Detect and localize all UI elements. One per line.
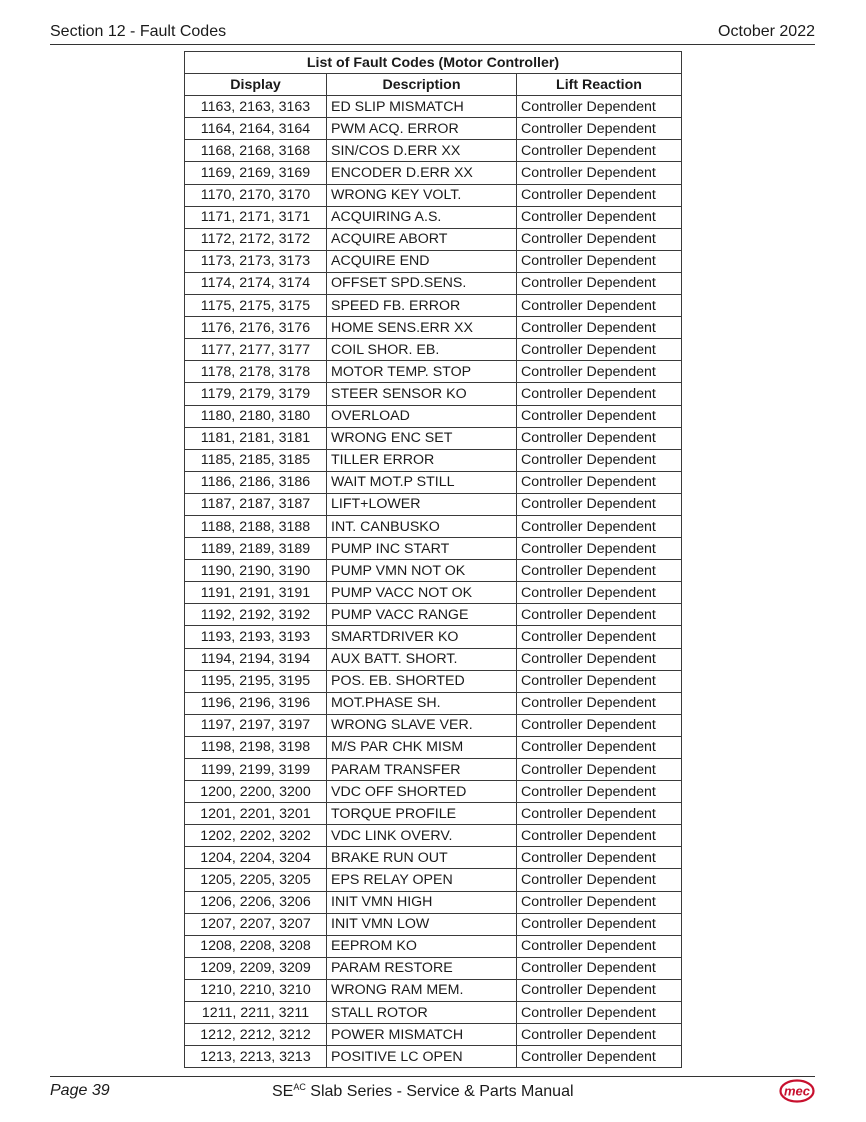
manual-title-suffix: Slab Series - Service & Parts Manual bbox=[305, 1083, 574, 1100]
table-row bbox=[185, 781, 682, 803]
cell-display-code: 1211, 2211, 3211 bbox=[185, 1002, 327, 1024]
document-date: October 2022 bbox=[718, 23, 815, 40]
table-row bbox=[185, 913, 682, 935]
table-row bbox=[185, 118, 682, 140]
cell-description: EPS RELAY OPEN bbox=[327, 869, 517, 891]
manual-title-prefix: SE bbox=[272, 1083, 294, 1100]
cell-display-code: 1172, 2172, 3172 bbox=[185, 228, 327, 250]
table-row bbox=[185, 162, 682, 184]
cell-description: WRONG RAM MEM. bbox=[327, 979, 517, 1001]
table-row bbox=[185, 648, 682, 670]
mec-logo-icon bbox=[779, 1079, 815, 1103]
cell-lift-reaction: Controller Dependent bbox=[517, 250, 682, 272]
cell-display-code: 1173, 2173, 3173 bbox=[185, 250, 327, 272]
cell-description: ACQUIRE ABORT bbox=[327, 228, 517, 250]
cell-lift-reaction: Controller Dependent bbox=[517, 471, 682, 493]
cell-lift-reaction: Controller Dependent bbox=[517, 449, 682, 471]
cell-description: PARAM RESTORE bbox=[327, 957, 517, 979]
cell-lift-reaction: Controller Dependent bbox=[517, 538, 682, 560]
table-row bbox=[185, 272, 682, 294]
table-row bbox=[185, 692, 682, 714]
cell-display-code: 1210, 2210, 3210 bbox=[185, 979, 327, 1001]
cell-lift-reaction: Controller Dependent bbox=[517, 1046, 682, 1068]
cell-lift-reaction: Controller Dependent bbox=[517, 405, 682, 427]
cell-lift-reaction: Controller Dependent bbox=[517, 295, 682, 317]
table-row bbox=[185, 670, 682, 692]
cell-lift-reaction: Controller Dependent bbox=[517, 1024, 682, 1046]
cell-lift-reaction: Controller Dependent bbox=[517, 781, 682, 803]
cell-description: COIL SHOR. EB. bbox=[327, 339, 517, 361]
column-header-description: Description bbox=[327, 74, 517, 96]
cell-description: POWER MISMATCH bbox=[327, 1024, 517, 1046]
table-row bbox=[185, 140, 682, 162]
cell-description: ED SLIP MISMATCH bbox=[327, 96, 517, 118]
fault-codes-table bbox=[184, 51, 682, 1068]
cell-lift-reaction: Controller Dependent bbox=[517, 935, 682, 957]
table-row bbox=[185, 1046, 682, 1068]
cell-description: ACQUIRE END bbox=[327, 250, 517, 272]
cell-display-code: 1171, 2171, 3171 bbox=[185, 206, 327, 228]
table-row bbox=[185, 979, 682, 1001]
cell-description: AUX BATT. SHORT. bbox=[327, 648, 517, 670]
cell-description: MOT.PHASE SH. bbox=[327, 692, 517, 714]
cell-display-code: 1212, 2212, 3212 bbox=[185, 1024, 327, 1046]
cell-lift-reaction: Controller Dependent bbox=[517, 582, 682, 604]
table-row bbox=[185, 759, 682, 781]
cell-display-code: 1163, 2163, 3163 bbox=[185, 96, 327, 118]
cell-display-code: 1185, 2185, 3185 bbox=[185, 449, 327, 471]
table-row bbox=[185, 560, 682, 582]
cell-display-code: 1194, 2194, 3194 bbox=[185, 648, 327, 670]
section-title: Section 12 - Fault Codes bbox=[50, 23, 227, 40]
cell-display-code: 1176, 2176, 3176 bbox=[185, 317, 327, 339]
cell-display-code: 1191, 2191, 3191 bbox=[185, 582, 327, 604]
cell-lift-reaction: Controller Dependent bbox=[517, 184, 682, 206]
table-row bbox=[185, 250, 682, 272]
manual-title-superscript: AC bbox=[293, 1082, 306, 1092]
cell-display-code: 1186, 2186, 3186 bbox=[185, 471, 327, 493]
cell-description: STEER SENSOR KO bbox=[327, 383, 517, 405]
cell-display-code: 1169, 2169, 3169 bbox=[185, 162, 327, 184]
cell-display-code: 1208, 2208, 3208 bbox=[185, 935, 327, 957]
cell-display-code: 1207, 2207, 3207 bbox=[185, 913, 327, 935]
cell-display-code: 1206, 2206, 3206 bbox=[185, 891, 327, 913]
cell-lift-reaction: Controller Dependent bbox=[517, 670, 682, 692]
cell-display-code: 1197, 2197, 3197 bbox=[185, 714, 327, 736]
table-title: List of Fault Codes (Motor Controller) bbox=[185, 52, 682, 74]
cell-lift-reaction: Controller Dependent bbox=[517, 560, 682, 582]
column-header-display: Display bbox=[185, 74, 327, 96]
cell-display-code: 1179, 2179, 3179 bbox=[185, 383, 327, 405]
table-row bbox=[185, 604, 682, 626]
cell-lift-reaction: Controller Dependent bbox=[517, 206, 682, 228]
cell-display-code: 1213, 2213, 3213 bbox=[185, 1046, 327, 1068]
cell-lift-reaction: Controller Dependent bbox=[517, 361, 682, 383]
cell-lift-reaction: Controller Dependent bbox=[517, 339, 682, 361]
mec-logo bbox=[779, 1079, 815, 1108]
cell-description: POSITIVE LC OPEN bbox=[327, 1046, 517, 1068]
cell-display-code: 1177, 2177, 3177 bbox=[185, 339, 327, 361]
cell-description: INIT VMN HIGH bbox=[327, 891, 517, 913]
cell-lift-reaction: Controller Dependent bbox=[517, 891, 682, 913]
table-row bbox=[185, 339, 682, 361]
page-footer bbox=[50, 1076, 815, 1107]
table-row bbox=[185, 538, 682, 560]
cell-description: SIN/COS D.ERR XX bbox=[327, 140, 517, 162]
cell-display-code: 1175, 2175, 3175 bbox=[185, 295, 327, 317]
cell-display-code: 1202, 2202, 3202 bbox=[185, 825, 327, 847]
table-row bbox=[185, 803, 682, 825]
cell-description: PUMP INC START bbox=[327, 538, 517, 560]
cell-description: HOME SENS.ERR XX bbox=[327, 317, 517, 339]
cell-lift-reaction: Controller Dependent bbox=[517, 869, 682, 891]
table-row bbox=[185, 891, 682, 913]
cell-lift-reaction: Controller Dependent bbox=[517, 272, 682, 294]
cell-description: EEPROM KO bbox=[327, 935, 517, 957]
cell-description: SMARTDRIVER KO bbox=[327, 626, 517, 648]
table-row bbox=[185, 449, 682, 471]
cell-lift-reaction: Controller Dependent bbox=[517, 228, 682, 250]
table-row bbox=[185, 1002, 682, 1024]
cell-lift-reaction: Controller Dependent bbox=[517, 847, 682, 869]
cell-display-code: 1187, 2187, 3187 bbox=[185, 493, 327, 515]
cell-lift-reaction: Controller Dependent bbox=[517, 626, 682, 648]
cell-display-code: 1199, 2199, 3199 bbox=[185, 759, 327, 781]
table-row bbox=[185, 1024, 682, 1046]
table-row bbox=[185, 206, 682, 228]
cell-description: INT. CANBUSKO bbox=[327, 515, 517, 537]
cell-lift-reaction: Controller Dependent bbox=[517, 162, 682, 184]
cell-description: VDC OFF SHORTED bbox=[327, 781, 517, 803]
cell-lift-reaction: Controller Dependent bbox=[517, 957, 682, 979]
table-row bbox=[185, 184, 682, 206]
table-body bbox=[185, 96, 682, 1068]
cell-description: OVERLOAD bbox=[327, 405, 517, 427]
table-row bbox=[185, 493, 682, 515]
cell-display-code: 1178, 2178, 3178 bbox=[185, 361, 327, 383]
cell-lift-reaction: Controller Dependent bbox=[517, 383, 682, 405]
cell-description: WRONG KEY VOLT. bbox=[327, 184, 517, 206]
cell-description: POS. EB. SHORTED bbox=[327, 670, 517, 692]
cell-lift-reaction: Controller Dependent bbox=[517, 515, 682, 537]
cell-lift-reaction: Controller Dependent bbox=[517, 692, 682, 714]
cell-lift-reaction: Controller Dependent bbox=[517, 1002, 682, 1024]
cell-lift-reaction: Controller Dependent bbox=[517, 648, 682, 670]
table-row bbox=[185, 515, 682, 537]
cell-display-code: 1204, 2204, 3204 bbox=[185, 847, 327, 869]
cell-description: INIT VMN LOW bbox=[327, 913, 517, 935]
table-row bbox=[185, 869, 682, 891]
table-row bbox=[185, 361, 682, 383]
cell-display-code: 1190, 2190, 3190 bbox=[185, 560, 327, 582]
cell-lift-reaction: Controller Dependent bbox=[517, 96, 682, 118]
cell-lift-reaction: Controller Dependent bbox=[517, 140, 682, 162]
cell-display-code: 1180, 2180, 3180 bbox=[185, 405, 327, 427]
cell-lift-reaction: Controller Dependent bbox=[517, 979, 682, 1001]
cell-description: BRAKE RUN OUT bbox=[327, 847, 517, 869]
cell-description: ACQUIRING A.S. bbox=[327, 206, 517, 228]
cell-display-code: 1205, 2205, 3205 bbox=[185, 869, 327, 891]
cell-display-code: 1192, 2192, 3192 bbox=[185, 604, 327, 626]
table-row bbox=[185, 957, 682, 979]
cell-display-code: 1193, 2193, 3193 bbox=[185, 626, 327, 648]
cell-lift-reaction: Controller Dependent bbox=[517, 714, 682, 736]
table-row bbox=[185, 317, 682, 339]
cell-lift-reaction: Controller Dependent bbox=[517, 604, 682, 626]
logo-text: mec bbox=[783, 1083, 811, 1099]
cell-description: PUMP VACC NOT OK bbox=[327, 582, 517, 604]
cell-lift-reaction: Controller Dependent bbox=[517, 317, 682, 339]
cell-display-code: 1195, 2195, 3195 bbox=[185, 670, 327, 692]
cell-display-code: 1164, 2164, 3164 bbox=[185, 118, 327, 140]
cell-description: OFFSET SPD.SENS. bbox=[327, 272, 517, 294]
cell-description: PUMP VMN NOT OK bbox=[327, 560, 517, 582]
cell-description: WAIT MOT.P STILL bbox=[327, 471, 517, 493]
table-row bbox=[185, 825, 682, 847]
cell-lift-reaction: Controller Dependent bbox=[517, 118, 682, 140]
cell-description: STALL ROTOR bbox=[327, 1002, 517, 1024]
cell-description: MOTOR TEMP. STOP bbox=[327, 361, 517, 383]
cell-description: PUMP VACC RANGE bbox=[327, 604, 517, 626]
cell-description: TORQUE PROFILE bbox=[327, 803, 517, 825]
cell-display-code: 1168, 2168, 3168 bbox=[185, 140, 327, 162]
manual-title bbox=[272, 1082, 574, 1101]
table-row bbox=[185, 427, 682, 449]
cell-display-code: 1196, 2196, 3196 bbox=[185, 692, 327, 714]
cell-lift-reaction: Controller Dependent bbox=[517, 493, 682, 515]
cell-description: WRONG ENC SET bbox=[327, 427, 517, 449]
table-row bbox=[185, 96, 682, 118]
table-row bbox=[185, 626, 682, 648]
cell-description: M/S PAR CHK MISM bbox=[327, 736, 517, 758]
cell-display-code: 1201, 2201, 3201 bbox=[185, 803, 327, 825]
cell-display-code: 1188, 2188, 3188 bbox=[185, 515, 327, 537]
cell-display-code: 1189, 2189, 3189 bbox=[185, 538, 327, 560]
cell-display-code: 1170, 2170, 3170 bbox=[185, 184, 327, 206]
table-row bbox=[185, 383, 682, 405]
cell-display-code: 1181, 2181, 3181 bbox=[185, 427, 327, 449]
table-row bbox=[185, 935, 682, 957]
cell-display-code: 1198, 2198, 3198 bbox=[185, 736, 327, 758]
table-row bbox=[185, 582, 682, 604]
cell-display-code: 1200, 2200, 3200 bbox=[185, 781, 327, 803]
column-header-lift-reaction: Lift Reaction bbox=[517, 74, 682, 96]
cell-description: TILLER ERROR bbox=[327, 449, 517, 471]
cell-lift-reaction: Controller Dependent bbox=[517, 759, 682, 781]
table-row bbox=[185, 405, 682, 427]
table-row bbox=[185, 736, 682, 758]
cell-lift-reaction: Controller Dependent bbox=[517, 736, 682, 758]
cell-lift-reaction: Controller Dependent bbox=[517, 825, 682, 847]
cell-description: SPEED FB. ERROR bbox=[327, 295, 517, 317]
page-number: Page 39 bbox=[50, 1082, 110, 1099]
table-row bbox=[185, 295, 682, 317]
table-row bbox=[185, 228, 682, 250]
page-header bbox=[50, 22, 815, 45]
cell-lift-reaction: Controller Dependent bbox=[517, 803, 682, 825]
cell-description: ENCODER D.ERR XX bbox=[327, 162, 517, 184]
cell-description: VDC LINK OVERV. bbox=[327, 825, 517, 847]
cell-lift-reaction: Controller Dependent bbox=[517, 913, 682, 935]
cell-lift-reaction: Controller Dependent bbox=[517, 427, 682, 449]
cell-display-code: 1174, 2174, 3174 bbox=[185, 272, 327, 294]
cell-display-code: 1209, 2209, 3209 bbox=[185, 957, 327, 979]
cell-description: PARAM TRANSFER bbox=[327, 759, 517, 781]
table-row bbox=[185, 847, 682, 869]
table-row bbox=[185, 471, 682, 493]
table-row bbox=[185, 714, 682, 736]
cell-description: PWM ACQ. ERROR bbox=[327, 118, 517, 140]
cell-description: WRONG SLAVE VER. bbox=[327, 714, 517, 736]
cell-description: LIFT+LOWER bbox=[327, 493, 517, 515]
